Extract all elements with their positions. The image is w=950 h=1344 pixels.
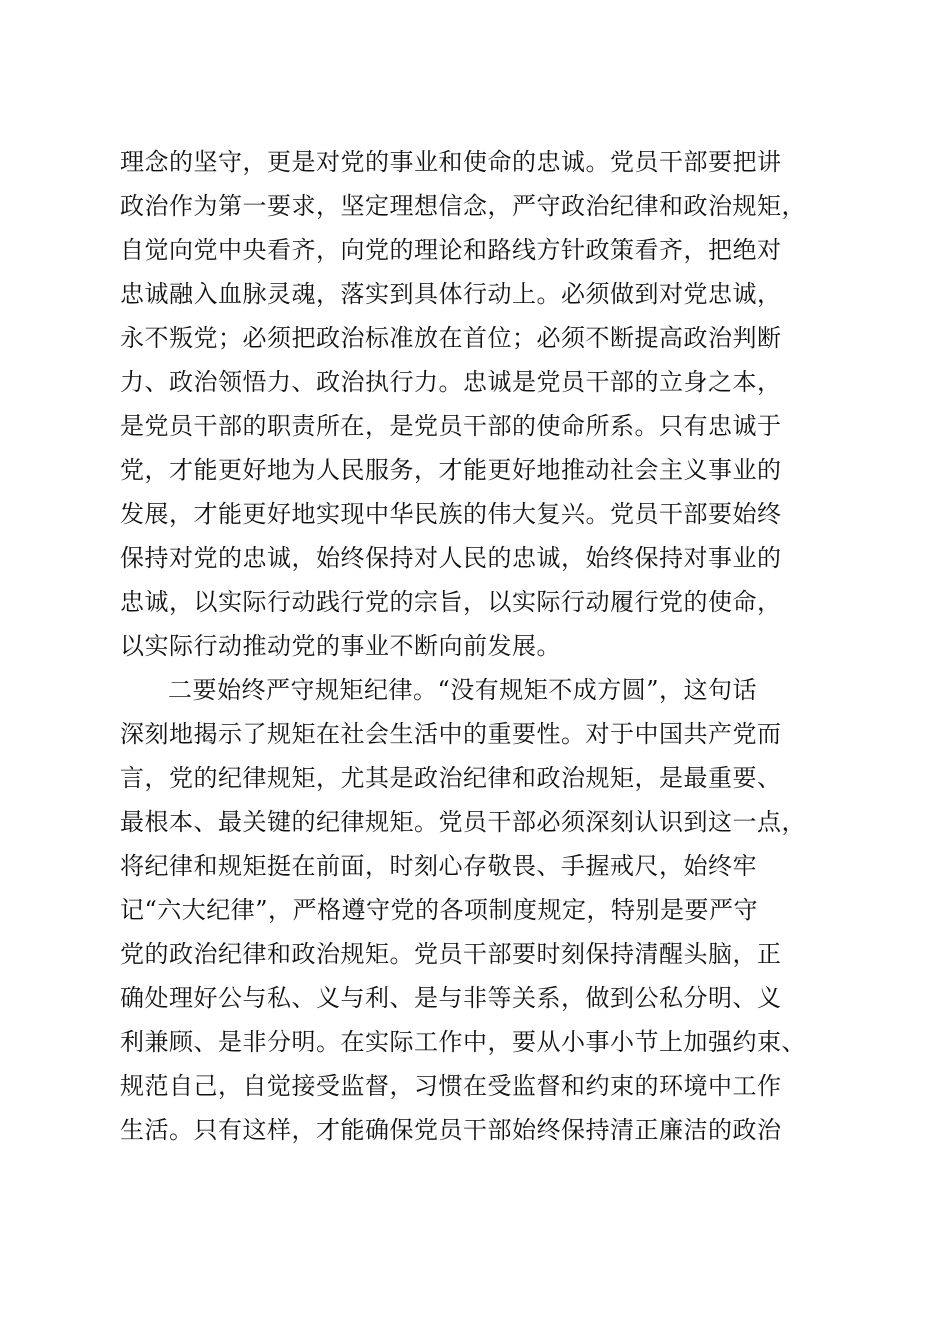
text-line: 最根本、最关键的纪律规矩。党员干部必须深刻认识到这一点， [120, 808, 806, 836]
body-text [120, 140, 830, 1152]
text-line: 忠诚融入血脉灵魂，落实到具体行动上。必须做到对党忠诚， [120, 280, 782, 308]
text-line: 利兼顾、是非分明。在实际工作中，要从小事小节上加强约束、 [120, 1028, 806, 1056]
text-line: 永不叛党；必须把政治标准放在首位；必须不断提高政治判断 [120, 324, 782, 352]
text-line: 是党员干部的职责所在，是党员干部的使命所系。只有忠诚于 [120, 412, 782, 440]
text-line: 党的政治纪律和政治规矩。党员干部要时刻保持清醒头脑，正 [120, 940, 782, 968]
text-line: 深刻地揭示了规矩在社会生活中的重要性。对于中国共产党而 [120, 720, 782, 748]
text-line: 自觉向党中央看齐，向党的理论和路线方针政策看齐，把绝对 [120, 236, 782, 264]
text-line: 将纪律和规矩挺在前面，时刻心存敬畏、手握戒尺，始终牢 [120, 852, 757, 880]
text-line: 发展，才能更好地实现中华民族的伟大复兴。党员干部要始终 [120, 500, 782, 528]
text-line: 以实际行动推动党的事业不断向前发展。 [120, 632, 561, 660]
text-line: 言，党的纪律规矩，尤其是政治纪律和政治规矩，是最重要、 [120, 764, 782, 792]
text-line: 政治作为第一要求，坚定理想信念，严守政治纪律和政治规矩， [120, 192, 806, 220]
text-line: 确处理好公与私、义与利、是与非等关系，做到公私分明、义 [120, 984, 782, 1012]
paragraph-first-line: 二要始终严守规矩纪律。“没有规矩不成方圆”，这句话 [168, 676, 758, 704]
text-line: 力、政治领悟力、政治执行力。忠诚是党员干部的立身之本， [120, 368, 782, 396]
text-line: 忠诚，以实际行动践行党的宗旨，以实际行动履行党的使命， [120, 588, 782, 616]
text-line: 党，才能更好地为人民服务，才能更好地推动社会主义事业的 [120, 456, 782, 484]
text-line: 记“六大纪律”，严格遵守党的各项制度规定，特别是要严守 [120, 896, 759, 924]
text-line: 保持对党的忠诚，始终保持对人民的忠诚，始终保持对事业的 [120, 544, 782, 572]
text-line: 规范自己，自觉接受监督，习惯在受监督和约束的环境中工作 [120, 1072, 782, 1100]
text-line: 生活。只有这样，才能确保党员干部始终保持清正廉洁的政治 [120, 1116, 782, 1144]
text-line: 理念的坚守，更是对党的事业和使命的忠诚。党员干部要把讲 [120, 148, 782, 176]
